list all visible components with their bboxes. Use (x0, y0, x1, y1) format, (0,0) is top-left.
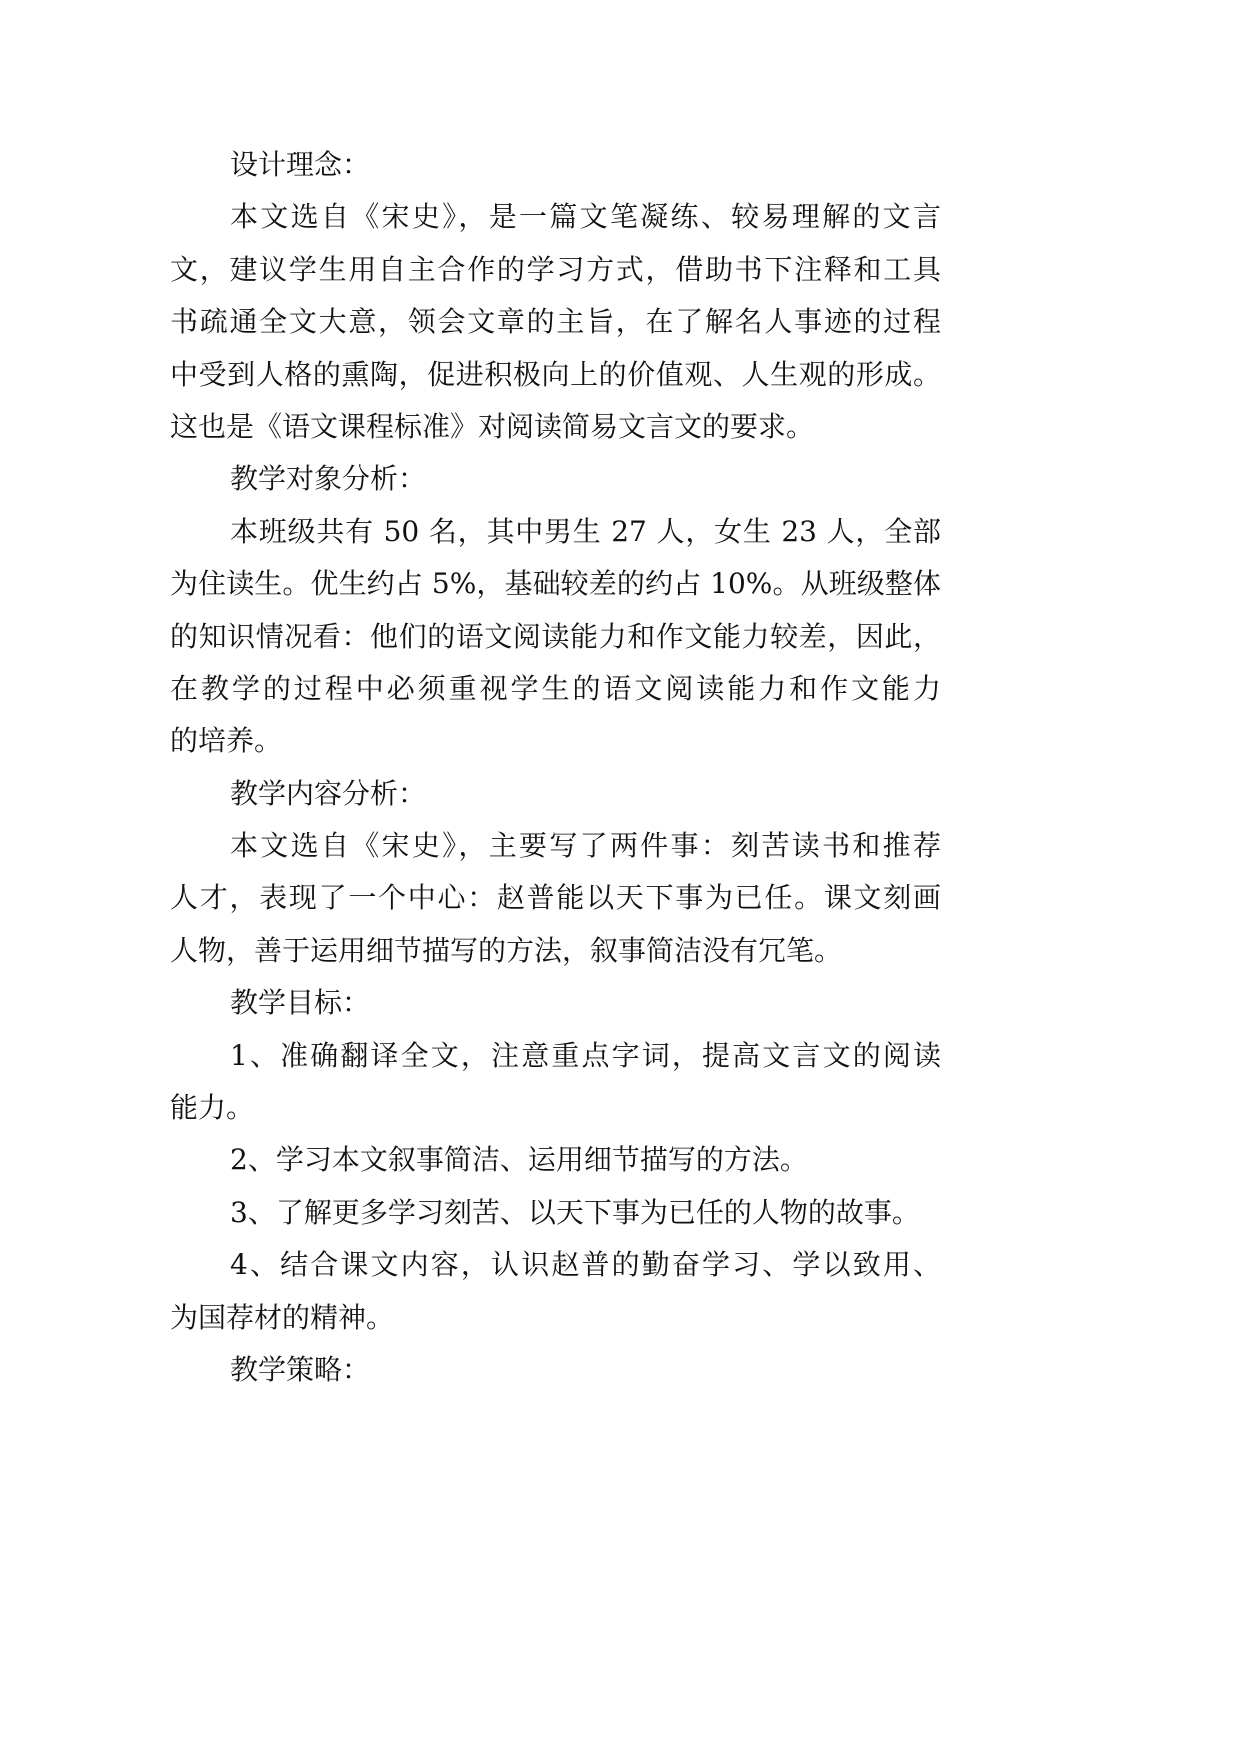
paragraph-line: 人物，善于运用细节描写的方法，叙事简洁没有冗笔。 (170, 933, 843, 967)
paragraph-line: 中受到人格的熏陶，促进积极向上的价值观、人生观的形成。 (170, 357, 941, 391)
section-heading: 设计理念： (230, 148, 371, 181)
paragraph-line: 本文选自《宋史》，是一篇文笔凝练、较易理解的文言 (230, 200, 941, 234)
paragraph-line: 2、学习本文叙事简洁、运用细节描写的方法。 (230, 1143, 808, 1177)
paragraph-line: 本文选自《宋史》，主要写了两件事：刻苦读书和推荐 (230, 829, 941, 863)
document-body (170, 139, 941, 1396)
paragraph-line: 书疏通全文大意，领会文章的主旨，在了解名人事迹的过程 (170, 305, 941, 339)
paragraph-line: 为住读生。优生约占 5%，基础较差的约占 10%。从班级整体 (170, 567, 941, 601)
section-heading: 教学内容分析： (230, 776, 427, 810)
paragraph-line: 文，建议学生用自主合作的学习方式，借助书下注释和工具 (170, 252, 941, 286)
paragraph-line: 本班级共有 50 名，其中男生 27 人，女生 23 人，全部 (230, 514, 941, 548)
section-heading: 教学目标： (230, 986, 371, 1020)
paragraph-line: 4、结合课文内容，认识赵普的勤奋学习、学以致用、 (230, 1248, 941, 1282)
section-heading: 教学策略： (230, 1352, 371, 1386)
paragraph-line: 在教学的过程中必须重视学生的语文阅读能力和作文能力 (170, 671, 941, 705)
paragraph-line: 3、了解更多学习刻苦、以天下事为已任的人物的故事。 (230, 1195, 920, 1229)
paragraph-line: 的知识情况看：他们的语文阅读能力和作文能力较差，因此， (170, 619, 941, 653)
paragraph-line: 人才，表现了一个中心：赵普能以天下事为已任。课文刻画 (170, 881, 941, 915)
paragraph-line: 这也是《语文课程标准》对阅读简易文言文的要求。 (170, 409, 815, 443)
section-heading: 教学对象分析： (230, 462, 427, 496)
paragraph-line: 的培养。 (170, 724, 283, 758)
paragraph-line: 1、准确翻译全文，注意重点字词，提高文言文的阅读 (230, 1038, 941, 1072)
paragraph-line: 能力。 (170, 1091, 255, 1125)
paragraph-line: 为国荐材的精神。 (170, 1300, 395, 1334)
